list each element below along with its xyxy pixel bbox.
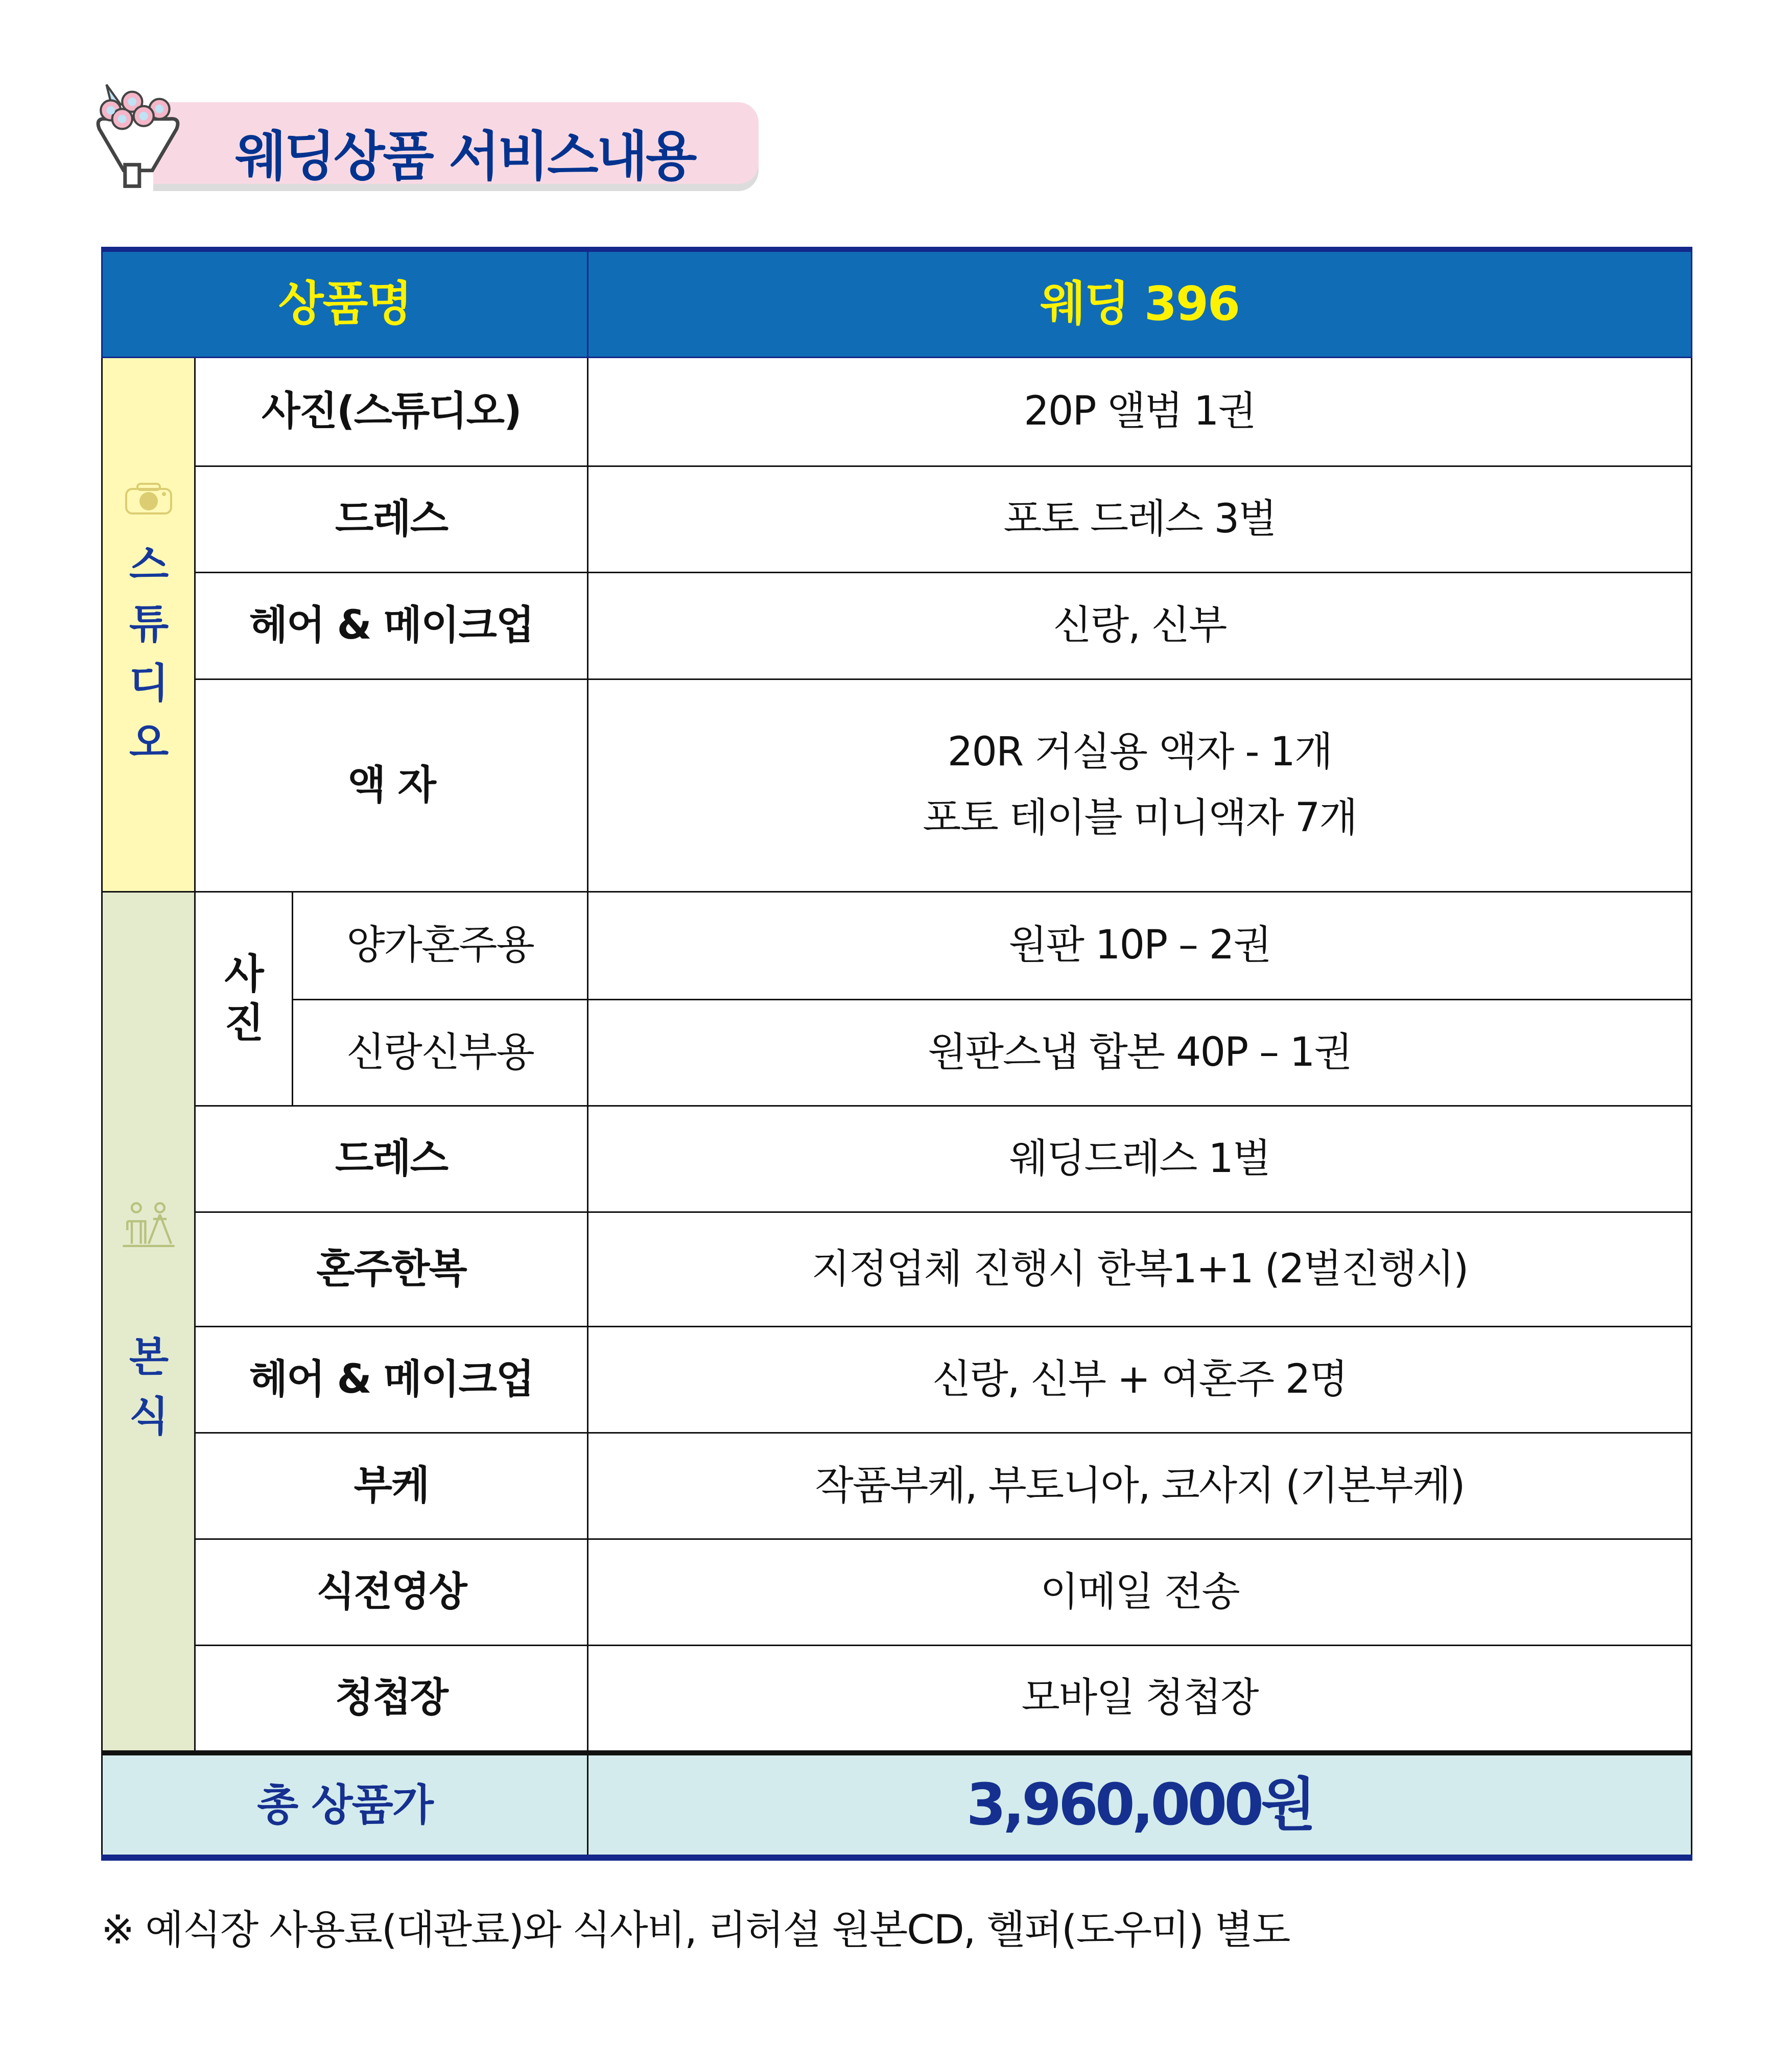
total-label: 총 상품가 [102, 1753, 588, 1858]
row-label: 헤어 & 메이크업 [195, 572, 588, 679]
row-label: 청첩장 [195, 1645, 588, 1753]
ceremony-section [102, 892, 195, 1753]
total-row [102, 1753, 1692, 1858]
table-row [102, 1645, 1692, 1753]
row-value: 웨딩드레스 1벌 [588, 1106, 1692, 1212]
section-char: 튜 [129, 600, 168, 648]
row-value: 신랑, 신부 [588, 572, 1692, 679]
row-label: 드레스 [195, 466, 588, 572]
row-value: 20P 앨범 1권 [588, 357, 1692, 466]
row-value: 원판스냅 합본 40P – 1권 [588, 999, 1692, 1106]
table-row [102, 1106, 1692, 1212]
row-value [588, 679, 1692, 892]
table-header-row [102, 249, 1692, 357]
table-row [102, 679, 1692, 892]
row-label: 식전영상 [195, 1539, 588, 1645]
total-price: 3,960,000원 [588, 1753, 1692, 1858]
section-char: 스 [129, 541, 168, 589]
page-title: 웨딩상품 서비스내용 [235, 125, 695, 187]
row-value: 작품부케, 부토니아, 코사지 (기본부케) [588, 1433, 1692, 1539]
bouquet-icon [95, 82, 181, 189]
product-name: 웨딩 396 [588, 249, 1692, 357]
row-label: 신랑신부용 [293, 999, 588, 1106]
row-label: 헤어 & 메이크업 [195, 1326, 588, 1433]
section-char: 오 [129, 719, 168, 766]
value-line: 20R 거실용 액자 - 1개 [947, 729, 1332, 776]
table-row [102, 1539, 1692, 1645]
row-value: 지정업체 진행시 한복1+1 (2벌진행시) [588, 1212, 1692, 1326]
row-label: 드레스 [195, 1106, 588, 1212]
table-row [102, 892, 1692, 999]
row-value: 이메일 전송 [588, 1539, 1692, 1645]
product-label: 상품명 [102, 249, 588, 357]
couple-icon [121, 1197, 177, 1253]
row-label: 사진(스튜디오) [195, 357, 588, 466]
row-value: 신랑, 신부 + 여혼주 2명 [588, 1326, 1692, 1433]
table-row [102, 1326, 1692, 1433]
row-label: 액 자 [195, 679, 588, 892]
title-banner [153, 102, 759, 187]
section-char: 디 [129, 660, 168, 707]
camera-icon [123, 479, 174, 520]
footnote: ※ 예식장 사용료(대관료)와 식사비, 리허설 원본CD, 헬퍼(도우미) 별도 [101, 1907, 1290, 1953]
row-value: 포토 드레스 3벌 [588, 466, 1692, 572]
group-char: 진 [224, 999, 263, 1047]
row-label: 혼주한복 [195, 1212, 588, 1326]
row-label: 부케 [195, 1433, 588, 1539]
group-char: 사 [224, 950, 263, 998]
photo-group-label [195, 892, 293, 1106]
wedding-package-table [101, 247, 1692, 1861]
table-row [102, 466, 1692, 572]
table-row [102, 572, 1692, 679]
studio-section [102, 357, 195, 892]
row-value: 원판 10P – 2권 [588, 892, 1692, 999]
table-row [102, 1433, 1692, 1539]
table-row [102, 1212, 1692, 1326]
table-row [102, 357, 1692, 466]
value-line: 포토 테이블 미니액자 7개 [923, 795, 1357, 841]
row-label: 양가혼주용 [293, 892, 588, 999]
row-value: 모바일 청첩장 [588, 1645, 1692, 1753]
section-char: 본 [129, 1333, 168, 1381]
section-char: 식 [129, 1392, 168, 1440]
table-row [102, 999, 1692, 1106]
